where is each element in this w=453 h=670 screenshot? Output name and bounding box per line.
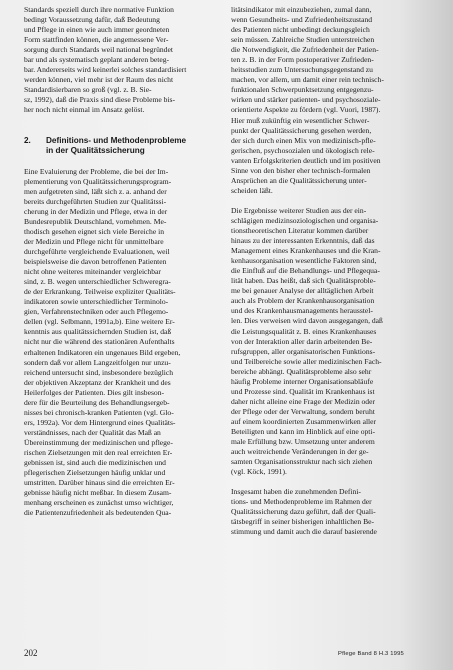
text-line: Sinne von den bisher eher technisch-formalen — [231, 165, 371, 175]
text-line: scheiden läßt. — [231, 185, 273, 195]
text-line: wirken und stärker patienten- und psychosoziale- — [231, 95, 381, 105]
text-line: male Erfüllung bzw. Umsetzung unter anderem — [231, 437, 375, 447]
body-paragraph — [24, 167, 216, 519]
text-line: len. Dies verweisen wird davon ausgegangen, daß — [231, 316, 383, 326]
text-line: heitsstudien zum Untersuchungsgegenstand zu — [231, 65, 373, 75]
text-line: auf einem koordinierten Zusammenwirken aller — [231, 416, 377, 426]
text-line: auch als Problem der Krankenhausorganisation — [231, 296, 375, 306]
body-paragraph — [231, 206, 435, 477]
journal-footer: Pflege Band 8 H.3 1995 — [338, 651, 404, 657]
text-line: die Patientenzufriedenheit als bedeutenden Qua- — [24, 508, 172, 518]
text-line: plementierung von Qualitätssicherungsprogram- — [24, 176, 172, 186]
text-line: nicht ohne weiteres miteinander vergleichbar — [24, 267, 161, 277]
text-line: bar und als systematisch geplant anderen beteg- — [24, 55, 170, 65]
text-line: nisses bei chronisch-kranken Patienten (vgl. Glo- — [24, 407, 174, 417]
text-line: Hier muß zukünftig ein wesentlicher Schwer- — [231, 115, 370, 125]
text-line: bar. Andererseits wird keinerlei solches standardisiert — [24, 65, 187, 75]
text-line: Heilerfolges der Patienten. Dies gilt insbeson- — [24, 387, 165, 397]
text-line: Qualitätssicherung dazu geführt, daß der Quali- — [231, 507, 376, 517]
section-number: 2. — [24, 135, 31, 145]
text-line: ers, 1992a). Vor dem Hintergrund eines Qualitäts- — [24, 417, 176, 427]
text-line: Eine Evaluierung der Probleme, die bei der Im- — [24, 166, 169, 176]
text-line: Beteiligten und kann im Hinblick auf eine opti- — [231, 426, 376, 436]
text-line: sorgung durch Standards weil national begründet — [24, 45, 173, 55]
text-line: stimmung und damit auch die darauf basierende — [231, 527, 377, 537]
text-line: sind, z. B. wegen unterschiedlicher Schweregra- — [24, 277, 171, 287]
text-line: Insgesamt haben die zunehmenden Defini- — [231, 487, 361, 497]
text-line: indikatoren sowie unterschiedlicher Terminolo- — [24, 297, 169, 307]
text-line: litätsindikator mit einzubeziehen, zumal dann, — [231, 5, 372, 14]
text-line: menhang erscheinen es zunächst umso wichtiger, — [24, 498, 174, 508]
text-line: machen, vor allem, um damit einer rein technisch- — [231, 75, 384, 85]
text-line: und Pflege in einen wie auch immer geordneten — [24, 25, 170, 35]
right-column — [231, 5, 435, 537]
text-line: ten z. B. in der Form postoperativer Zufrieden- — [231, 55, 374, 65]
text-line: kenntnis aus qualitätssichernden Studien ist, daß — [24, 327, 172, 337]
text-line: Die Ergebnisse weiterer Studien aus der ein- — [231, 205, 367, 215]
text-line: (vgl. Köck, 1991). — [231, 467, 287, 477]
text-line: Bundesrepublik Deutschland, vornehmen. Me- — [24, 216, 167, 226]
page-number: 202 — [24, 648, 38, 658]
text-line: Übereinstimmung der medizinischen und pflege- — [24, 437, 173, 447]
text-line: daher nicht alleine eine Frage der Medizin oder — [231, 396, 376, 406]
text-line: orientierte Aspekte zu fördern (vgl. Vuori, 1987). — [231, 105, 381, 115]
text-line: gerischen, psychosozialen und ökologisch rele- — [231, 145, 375, 155]
text-line: bereiche abhängt. Qualitätsprobleme also sehr — [231, 366, 372, 376]
text-line: tionstheoretischen Literatur kommen darüber — [231, 226, 369, 236]
text-line: auch weitreichende Veränderungen in der ge- — [231, 447, 369, 457]
text-line: bedingt Voraussetzung dafür, daß Bedeutung — [24, 15, 160, 25]
text-line: von der Interaktion aller darin arbeitenden Be- — [231, 336, 373, 346]
text-line: funktionalen Schwerpunktsetzung entgegenzu- — [231, 85, 374, 95]
text-line: und des Krankenhausmanagements herausstel- — [231, 306, 373, 316]
text-line: die Notwendigkeit, die Zufriedenheit der Patien- — [231, 45, 379, 55]
text-line: me bei genauer Analyse der alltäglichen Arbeit — [231, 286, 374, 296]
text-line: die Leistungsqualität z. B. eines Krankenhauses — [231, 326, 377, 336]
text-line: Ansprüchen an die Qualitätssicherung unter- — [231, 175, 367, 185]
text-line: rufsgruppen, aller organisatorischen Funktions- — [231, 346, 376, 356]
section-title-line-1: Definitions- und Methodenprobleme — [46, 135, 187, 145]
text-line: Standards speziell durch ihre normative Funktion — [24, 5, 174, 14]
text-line: werden können, viel mehr ist der Raum des nicht — [24, 75, 174, 85]
text-line: verständnisses, nach der Qualität das Maß an — [24, 427, 161, 437]
text-line: umstritten. Darüber hinaus sind die erreichten Er- — [24, 478, 175, 488]
text-line: der Medizin und Pflege nicht für unmittelbare — [24, 236, 164, 246]
text-line: thodisch gesehen eignet sich viele Bereiche in — [24, 226, 165, 236]
text-line: kenhausorganisation wesentliche Faktoren sind, — [231, 256, 377, 266]
text-line: des Patienten nicht unbedingt deckungsgleich — [231, 25, 370, 35]
text-line: der Pflege oder der Verwaltung, sondern beruht — [231, 406, 375, 416]
text-line: rischen Zielsetzungen mit den real erreichten Er- — [24, 447, 173, 457]
text-line: men aufgetreten sind, läßt sich z. a. anhand der — [24, 186, 167, 196]
text-line: wenn Gesundheits- und Zufriedenheitszustand — [231, 15, 373, 25]
text-line: dellen (vgl. Selbmann, 1991a,b). Eine weitere Er- — [24, 317, 175, 327]
text-line: gebnisse häufig nicht meßbar. In diesem Zusam- — [24, 488, 172, 498]
section-heading — [24, 136, 216, 157]
text-line: punkt der Qualitätssicherung gesehen werden, — [231, 125, 372, 135]
text-line: der objektiven Akzeptanz der Krankheit und des — [24, 377, 171, 387]
text-line: Form stattfinden können, die angemessene Ver- — [24, 35, 169, 45]
body-paragraph — [231, 5, 435, 196]
text-line: bereits durchgeführten Studien zur Qualitätssi- — [24, 196, 167, 206]
text-line: pflegerischen Zielsetzungen häufig unklar und — [24, 468, 166, 478]
section-title-line-2: in der Qualitätssicherung — [46, 146, 145, 156]
text-line: nicht nur die während des stationären Aufenthalts — [24, 337, 175, 347]
body-paragraph — [231, 487, 435, 537]
text-line: samten Organisationsstruktur nach sich ziehen — [231, 457, 373, 467]
text-line: tätsbegriff in seiner bisherigen inhaltlichen Be- — [231, 517, 375, 527]
text-line: Standardisierbaren so groß (vgl. z. B. Sie- — [24, 85, 152, 95]
text-line: de der Erkrankung. Teilweise expliziter Qualitäts- — [24, 287, 176, 297]
text-line: durchgeführte vergleichende Evaluationen, weil — [24, 247, 170, 257]
text-line: gebnissen ist, sind auch die medizinischen und — [24, 458, 166, 468]
text-line: die Einfluß auf die Behandlungs- und Pflegequa- — [231, 266, 380, 276]
text-line: sondern daß vor allem Langzeitfolgen nur unzu- — [24, 357, 171, 367]
text-line: lität haben. Das heißt, daß sich Qualitätsproble- — [231, 276, 376, 286]
text-line: Management eines Krankenhauses und die Kran- — [231, 246, 381, 256]
text-line: her noch nicht einmal im Ansatz gelöst. — [24, 105, 145, 115]
intro-paragraph — [24, 5, 216, 116]
text-line: erhaltenen Indikatoren ein ungenaues Bild ergeben, — [24, 347, 181, 357]
text-line: und Prozesse sind. Qualität im Krankenhaus ist — [231, 386, 375, 396]
text-line: schlägigen medizinsoziologischen und organisa- — [231, 215, 379, 225]
text-line: sein müssen. Zahlreiche Studien unterstreichen — [231, 35, 375, 45]
text-line: und Teilbereiche sowie aller medizinischen Fach- — [231, 356, 382, 366]
text-line: tions- und Methodenprobleme im Rahmen der — [231, 497, 372, 507]
left-column — [24, 5, 216, 518]
text-line: gien, Verfahrenstechniken oder auch Pflegemo- — [24, 307, 169, 317]
text-line: häufig Probleme interner Organisationsabläufe — [231, 376, 374, 386]
text-line: cherung in der Medizin und Pflege, etwa in der — [24, 206, 168, 216]
text-line: der sich durch einen Mix von medizinisch-pfle- — [231, 135, 376, 145]
text-line: reichend untersucht sind, insbesondere bezüglich — [24, 367, 174, 377]
text-line: sz, 1992), daß die Praxis sind diese Probleme bis- — [24, 95, 176, 105]
text-line: beispielsweise die davon betroffenen Patienten — [24, 257, 167, 267]
text-line: vanten Erfolgskriterien deutlich und im positiven — [231, 155, 381, 165]
text-line: hinaus zu der interessanten Erkenntnis, daß das — [231, 236, 375, 246]
text-line: dere für die Beurteilung des Behandlungsergeb- — [24, 397, 170, 407]
